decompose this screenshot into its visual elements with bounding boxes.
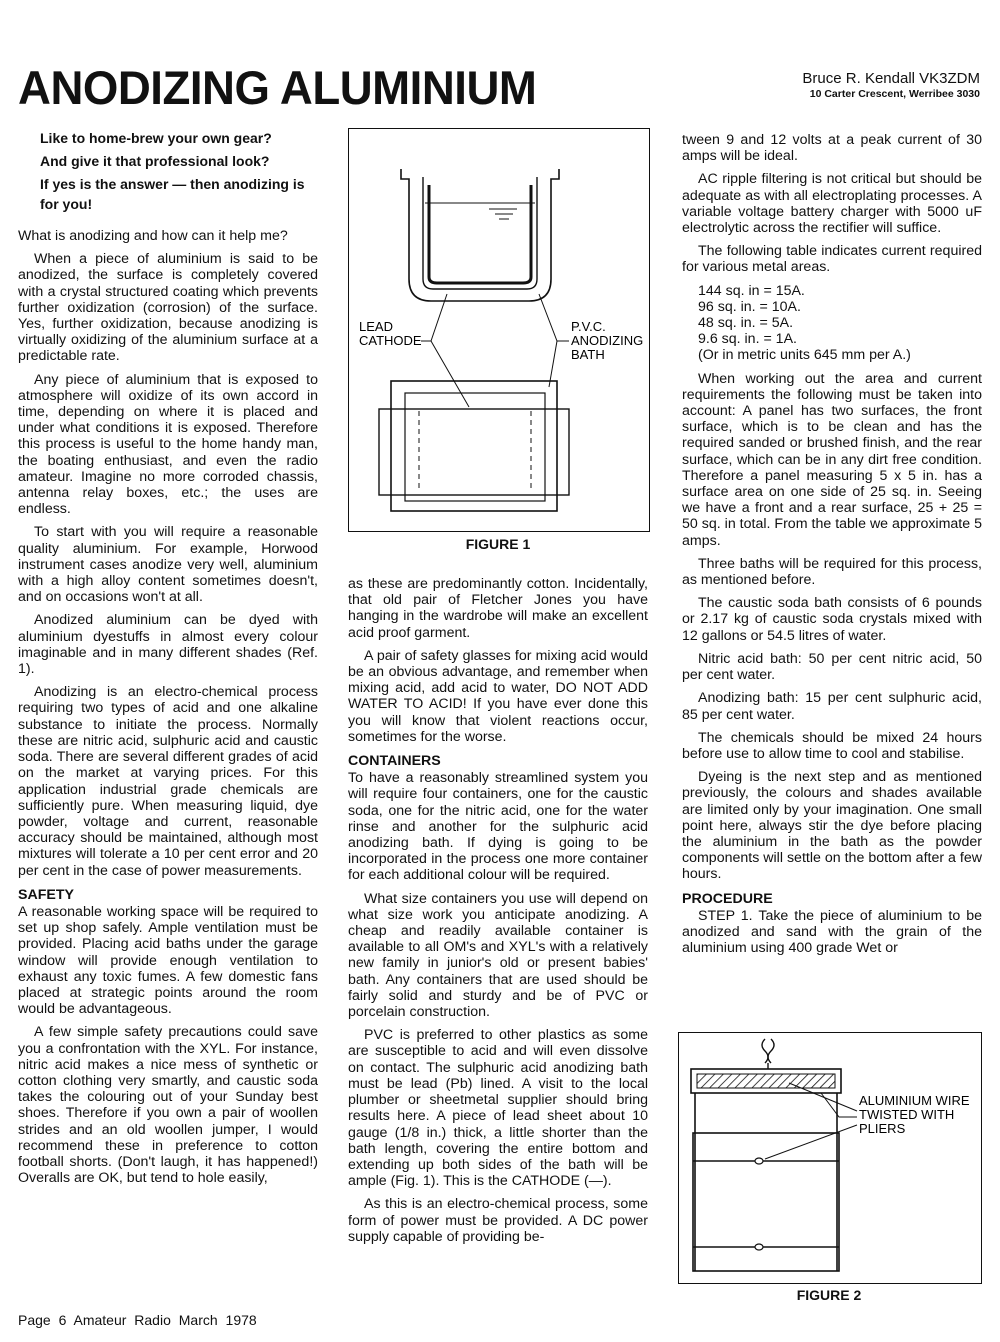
paragraph: Anodizing bath: 15 per cent sulphuric acid, 85 per cent water. [682,690,982,723]
label-twisted-with: TWISTED WITH [859,1107,955,1122]
label-pvc: P.V.C. [571,319,606,334]
section-heading-containers: CONTAINERS [348,753,441,770]
paragraph: What size containers you use will depend on what size work you anticipate anodizing. A cheap and readily available container is available to all OM's and XYL's with a relatively new family in junior's old or present babies' bath. Any containers that are used should be fairly solid and sturdy and be of PVC or porcelain construction. [348,890,648,1021]
section-heading-safety: SAFETY [18,886,74,903]
paragraph: Dyeing is the next step and as mentioned previously, the colours and shades available are limited only by your imagination. One small point here, always stir the dye before placing the aluminium in the bath as the powder components will settle on the bottom after a few hours. [682,769,982,883]
paragraph: What is anodizing and how can it help me? [18,228,288,244]
table-row: 48 sq. in. = 5A. [698,315,794,332]
label-pliers: PLIERS [859,1121,906,1136]
paragraph: A reasonable working space will be required to set up shop safely. Ample ventilation must be provided. Placing acid baths under the garage window will provide enough ventilation to exhaust any toxic fumes. A few domestic fans placed at strategic points around the room would be advantageous. [18,903,318,1018]
label-lead: LEAD [359,319,393,334]
table-row: 96 sq. in. = 10A. [698,298,801,315]
column-2 [348,576,648,1252]
section-heading-procedure: PROCEDURE [682,890,773,907]
bath-inner-wall [423,177,537,289]
bath-outer-wall [401,169,559,301]
paragraph: Any piece of aluminium that is exposed to atmosphere will oxidize of its own accord in time, depending on where it is placed and under what conditions it is exposed. Therefore this process is useful to the home handy man, the boating enthusiast, and even the radio amateur. Imagine no more corroded chassis, antenna relay boxes, etc.; the uses are endless. [18,371,318,518]
paragraph: Nitric acid bath: 50 per cent nitric acid, 50 per cent water. [682,650,982,684]
intro-line: If yes is the answer — then anodizing is for you! [40,176,305,212]
paragraph: PVC is preferred to other plastics as some are susceptible to acid and will even dissolve on contact. The sulphuric acid anodizing bath must be lead (Pb) lined. A visit to the local plumber or sheetmetal supplier should bring results here. A piece of lead sheet about 10 gauge (1/8 in.) thick, a little shorter than the bath length, covering the entire bottom and extending up both sides of the bath will be ample (Fig. 1). This is the CATHODE (—). [348,1027,648,1190]
paragraph: Anodizing is an electro-chemical process requiring two types of acid and one alkaline substance to initiate the process. Normally these are nitric acid, sulphuric acid and caustic soda. There are several different grades of acid on the market at varying prices. For this application industrial grade chemicals are sufficiently pure. When measuring liquid, dye powder, voltage and current, reasonable accuracy should be maintained, although most mixtures will tolerate a 10 per cent error and 20 per cent in the case of power measurements. [18,684,318,879]
bath-plan-outer [391,381,557,511]
paragraph: The following table indicates current required for various metal areas. [682,243,982,276]
paragraph: As this is an electro-chemical process, some form of power must be provided. A DC power supply capable of providing be- [348,1196,648,1245]
paragraph: To have a reasonably streamlined system you will require four containers, one for the caustic soda, one for the nitric acid, one for the water rinse and another for the sulphuric acid anodizing bath. If dying is going to be incorporated in the process one more container for each additional colour will be required. [348,770,648,884]
label-anodizing: ANODIZING [571,333,644,348]
paragraph: When working out the area and current requirements the following must be taken into account: A panel has two surfaces, the front surface, which is to be clean and has the required sanded or brushed finish, and the rear surface, which can be in any dirt free condition. Therefore a panel measuring 5 x 5 in. has a surface area on one side of 25 sq. in. Seeing we have a front and a rear surface, 25 + 25 = 50 sq. in total. From the table we approximate 5 amps. [682,370,982,549]
article-title: ANODIZING ALUMINIUM [18,61,537,114]
column-3 [682,132,982,963]
label-aluminium-wire: ALUMINIUM WIRE [859,1093,970,1108]
aluminium-panel [693,1133,839,1271]
paragraph: Three baths will be required for this process, as mentioned before. [682,555,982,589]
paragraph: AC ripple filtering is not critical but should be adequate as with all electroplating processes. A variable voltage battery charger with 5000 uF electrolytic across the rectifier will suffice. [682,171,982,237]
figure-1-caption: FIGURE 1 [465,536,531,552]
paragraph: A pair of safety glasses for mixing acid would be an obvious advantage, and remember when mixing acid, add acid to water, DO NOT ADD WATER TO ACID! If you have ever done this you will know that violent reactions occur, sometimes for the worse. [348,647,648,745]
paragraph: When a piece of aluminium is said to be anodized, the surface is completely covered with a crystal structured coating which prevents further oxidization (corrosion) of the surface. Yes, further oxidization, because anodizing is virtually oxidizing of the aluminium surface at a predictable rate. [18,251,318,365]
figure-2-caption: FIGURE 2 [796,1287,862,1303]
figure-2-drawing [679,1033,981,1283]
paragraph: tween 9 and 12 volts at a peak current of 30 amps will be ideal. [682,132,982,165]
lead-sheet-plan [379,409,569,495]
figure-1-drawing [349,129,649,531]
current-area-table [698,283,982,364]
support-rod-hatch [697,1074,835,1088]
author-name: Bruce R. Kendall VK3ZDM [802,70,980,87]
byline [802,70,980,101]
author-address: 10 Carter Crescent, Werribee 3030 [809,88,980,100]
paragraph: as these are predominantly cotton. Incidentally, that old pair of Fletcher Jones you have hanging in the wardrobe will make an excellent acid proof garment. [348,576,648,641]
paragraph: Anodized aluminium can be dyed with aluminium dyestuffs in almost every colour imaginable and in many different shades (Ref. 1). [18,612,318,678]
paragraph: A few simple safety precautions could save you a confrontation with the XYL. For instance, nitric acid makes a nice mess of synthetic or cotton clothing very smartly, and caustic soda takes the colouring out of your Sunday best shoes. Therefore if you own a pair of woollen strides and an old woollen jumper, I would recommend these in preference to cotton football shorts. (Don't laugh, it has happened!) Overalls are OK, but tend to hole easily, [18,1024,318,1187]
intro-block [40,128,310,217]
figure-2 [678,1032,982,1284]
intro-line: Like to home-brew your own gear? [40,130,272,146]
paragraph: To start with you will require a reasonable quality aluminium. For example, Horwood instrument cases anodize very well, aluminium with a high alloy content sometimes doesn't, and on occasions won't at all. [18,524,318,606]
paragraph: The caustic soda bath consists of 6 pounds or 2.17 kg of caustic soda crystals mixed with 12 gallons or 54.5 litres of water. [682,595,982,644]
lead-cathode-lining [429,185,531,283]
intro-line: And give it that professional look? [40,153,270,169]
table-row: 9.6 sq. in. = 1A. [698,331,797,348]
table-row: 144 sq. in = 15A. [698,282,805,299]
paragraph: The chemicals should be mixed 24 hours before use to allow time to cool and stabilise. [682,729,982,762]
figure-1 [348,128,650,532]
label-bath: BATH [571,347,605,362]
page-footer: Page 6 Amateur Radio March 1978 [18,1312,257,1328]
label-cathode: CATHODE [359,333,422,348]
table-row: (Or in metric units 645 mm per A.) [698,347,911,364]
paragraph: STEP 1. Take the piece of aluminium to be anodized and sand with the grain of the aluminium using 400 grade Wet or [682,907,982,957]
column-1 [18,228,318,1193]
